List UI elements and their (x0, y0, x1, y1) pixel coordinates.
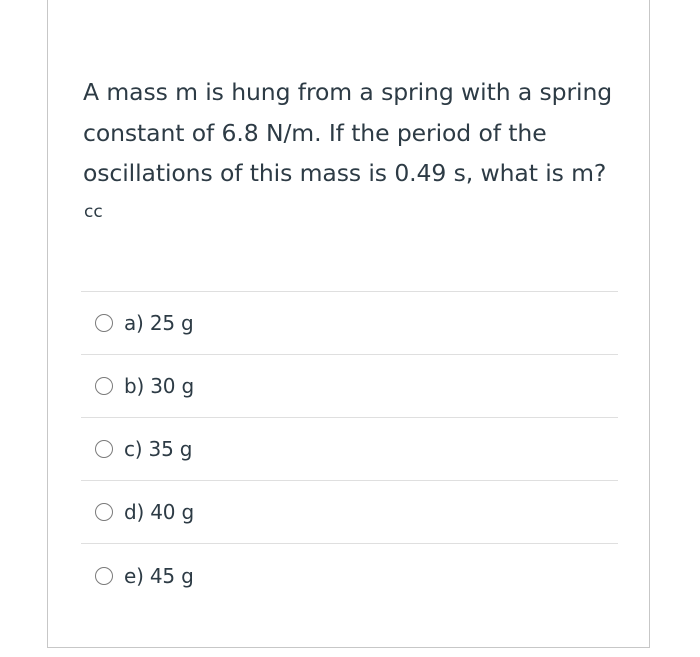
answer-list (81, 291, 618, 607)
question-text: A mass m is hung from a spring with a spring constant of 6.8 N/m. If the period of the oscillations of this mass is 0.49 s, what is m? (83, 78, 613, 187)
answer-option-d[interactable] (81, 481, 618, 544)
radio-button-icon[interactable] (95, 440, 113, 458)
radio-button-icon[interactable] (95, 503, 113, 521)
radio-button-icon[interactable] (95, 314, 113, 332)
answer-option-e[interactable] (81, 544, 618, 607)
answer-label[interactable]: b) 30 g (124, 374, 194, 398)
answer-label[interactable]: a) 25 g (124, 311, 194, 335)
question-card (47, 0, 650, 648)
radio-button-icon[interactable] (95, 377, 113, 395)
radio-button-icon[interactable] (95, 567, 113, 585)
answer-option-b[interactable] (81, 355, 618, 418)
answer-label[interactable]: e) 45 g (124, 563, 194, 588)
answer-option-c[interactable] (81, 418, 618, 481)
answer-label[interactable]: d) 40 g (124, 500, 194, 524)
answer-label[interactable]: c) 35 g (124, 437, 193, 461)
question-note: cc (84, 202, 103, 222)
answer-option-a[interactable] (81, 292, 618, 355)
